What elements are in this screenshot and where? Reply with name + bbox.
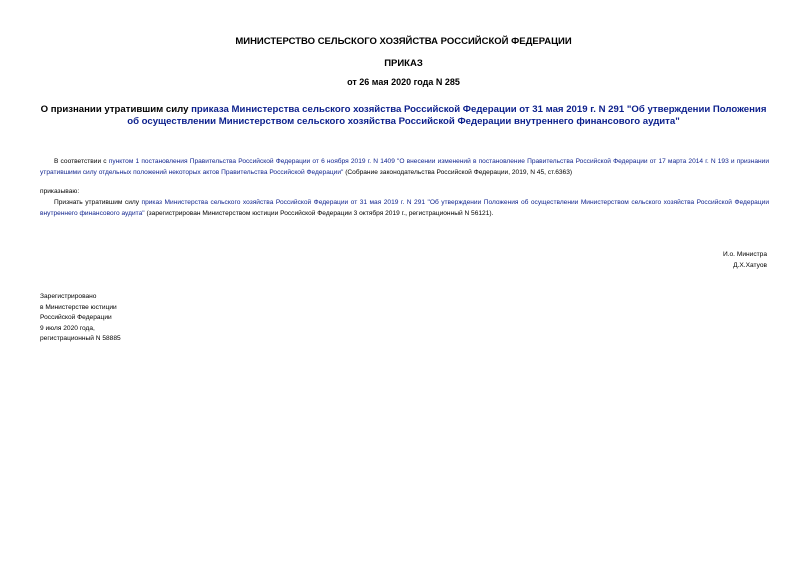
registration-date: 9 июля 2020 года, xyxy=(40,324,95,332)
document-date-number: от 26 мая 2020 года N 285 xyxy=(347,77,460,87)
registration-line: Российской Федерации xyxy=(40,314,112,321)
registration-block xyxy=(40,292,121,345)
preamble-text-start: В соответствии с xyxy=(54,158,109,165)
signature-block xyxy=(723,250,767,271)
ministry-header: МИНИСТЕРСТВО СЕЛЬСКОГО ХОЗЯЙСТВА РОССИЙСКОЙ ФЕДЕРАЦИИ xyxy=(235,36,572,47)
operative-text-start: Признать утратившим силу xyxy=(54,199,142,206)
operative-paragraph xyxy=(40,198,769,219)
title-prefix: О признании утратившим силу xyxy=(40,104,192,115)
preamble-text-end: (Собрание законодательства Российской Федерации, 2019, N 45, ст.6363) xyxy=(343,168,573,176)
government-decree-link[interactable]: пунктом 1 постановления Правительства Российской Федерации от 6 ноября 2019 г. N 1409 "О внесении изменений в постановление Правительства Российской Федерации от 17 марта 2014 г. N 193 и признании утратившими силу отдельных положений некоторых актов Правительства Российской Федерации" xyxy=(40,158,769,176)
preamble-paragraph xyxy=(40,157,769,178)
registration-line: в Министерстве юстиции xyxy=(40,303,117,311)
operative-text-end: (зарегистрирован Министерством юстиции Российской Федерации 3 октября 2019 г., регистрационный N 56121). xyxy=(144,209,494,217)
signatory-position: И.о. Министра xyxy=(722,251,767,258)
registration-line: Зарегистрировано xyxy=(40,293,97,300)
repealed-order-link[interactable]: приказ Министерства сельского хозяйства Российской Федерации от 31 мая 2019 г. N 291 "Об утверждении Положения об осуществлении Министерством сельского хозяйства Российской Федерации внутреннего финансового аудита" xyxy=(40,199,769,217)
document-title xyxy=(40,104,767,128)
order-word: приказываю: xyxy=(40,188,80,195)
registration-number: регистрационный N 58885 xyxy=(40,335,121,342)
title-order-link[interactable]: приказа Министерства сельского хозяйства Российской Федерации от 31 мая 2019 г. N 291 "Об утверждении Положения об осуществлении Министерством сельского хозяйства Российской Федерации внутреннего финансового аудита" xyxy=(127,104,767,127)
document-type: ПРИКАЗ xyxy=(384,58,423,69)
signatory-name: Д.Х.Хатуов xyxy=(733,261,767,269)
